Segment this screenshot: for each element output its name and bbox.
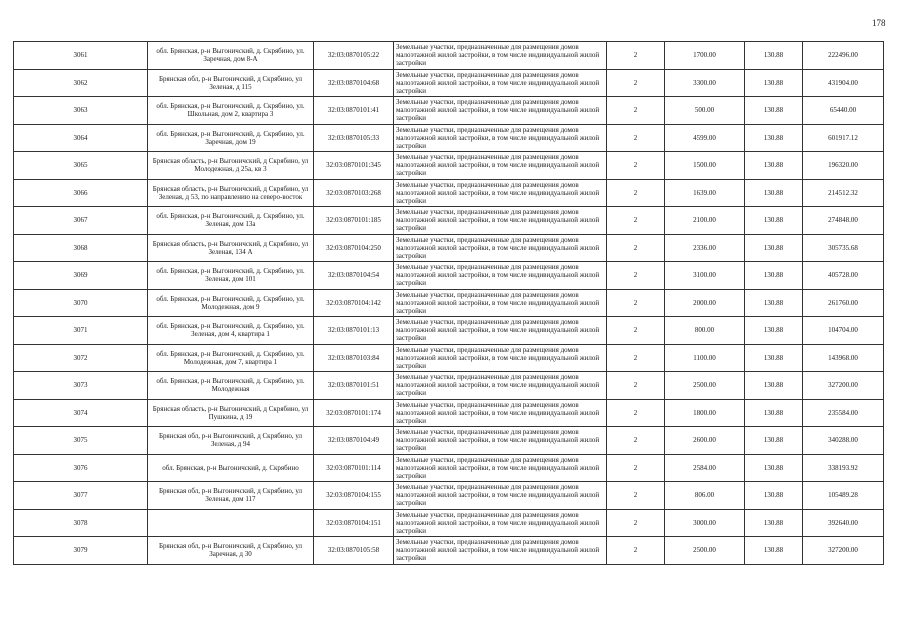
- group-cell: 2: [607, 69, 665, 97]
- specific-value-cell: 130.88: [745, 427, 803, 455]
- specific-value-cell: 130.88: [745, 372, 803, 400]
- area-cell: 1639.00: [665, 179, 745, 207]
- cadastral-number-cell: 32:03:0870105:22: [314, 42, 394, 70]
- permitted-use-cell: Земельные участки, предназначенные для размещения домов малоэтажной жилой застройки, в том числе индивидуальной жилой застройки: [394, 124, 607, 152]
- cadastral-value-cell: 601917.12: [803, 124, 884, 152]
- area-cell: 2584.00: [665, 454, 745, 482]
- cadastral-number-cell: 32:03:0870101:345: [314, 152, 394, 180]
- table-row: [14, 344, 884, 372]
- row-number-cell: 3066: [14, 179, 148, 207]
- address-cell: Брянская обл, р-н Выгоничский, д Скрябино, ул Зеленая, д 115: [148, 69, 314, 97]
- permitted-use-cell: Земельные участки, предназначенные для размещения домов малоэтажной жилой застройки, в том числе индивидуальной жилой застройки: [394, 42, 607, 70]
- permitted-use-cell: Земельные участки, предназначенные для размещения домов малоэтажной жилой застройки, в том числе индивидуальной жилой застройки: [394, 97, 607, 125]
- cadastral-number-cell: 32:03:0870101:41: [314, 97, 394, 125]
- group-cell: 2: [607, 509, 665, 537]
- table-row: [14, 317, 884, 345]
- permitted-use-cell: Земельные участки, предназначенные для размещения домов малоэтажной жилой застройки, в том числе индивидуальной жилой застройки: [394, 179, 607, 207]
- permitted-use-cell: Земельные участки, предназначенные для размещения домов малоэтажной жилой застройки, в том числе индивидуальной жилой застройки: [394, 317, 607, 345]
- address-cell: Брянская область, р-н Выгоничский, д Скрябино, ул Зеленая, д 53, по направлению на северо-восток: [148, 179, 314, 207]
- area-cell: 1700.00: [665, 42, 745, 70]
- row-number-cell: 3077: [14, 482, 148, 510]
- cadastral-number-cell: 32:03:0870105:33: [314, 124, 394, 152]
- group-cell: 2: [607, 399, 665, 427]
- cadastral-value-cell: 65440.00: [803, 97, 884, 125]
- area-cell: 1500.00: [665, 152, 745, 180]
- area-cell: 800.00: [665, 317, 745, 345]
- permitted-use-cell: Земельные участки, предназначенные для размещения домов малоэтажной жилой застройки, в том числе индивидуальной жилой застройки: [394, 69, 607, 97]
- group-cell: 2: [607, 344, 665, 372]
- cadastral-value-cell: 327200.00: [803, 372, 884, 400]
- table-row: [14, 262, 884, 290]
- cadastral-number-cell: 32:03:0870104:142: [314, 289, 394, 317]
- address-cell: обл. Брянская, р-н Выгоничский, д. Скрябино, ул. Зеленая, дом 101: [148, 262, 314, 290]
- specific-value-cell: 130.88: [745, 454, 803, 482]
- row-number-cell: 3070: [14, 289, 148, 317]
- table-row: [14, 152, 884, 180]
- specific-value-cell: 130.88: [745, 97, 803, 125]
- table-body: [14, 42, 884, 565]
- cadastral-number-cell: 32:03:0870104:155: [314, 482, 394, 510]
- permitted-use-cell: Земельные участки, предназначенные для размещения домов малоэтажной жилой застройки, в том числе индивидуальной жилой застройки: [394, 372, 607, 400]
- area-cell: 4599.00: [665, 124, 745, 152]
- cadastral-number-cell: 32:03:0870104:49: [314, 427, 394, 455]
- specific-value-cell: 130.88: [745, 344, 803, 372]
- permitted-use-cell: Земельные участки, предназначенные для размещения домов малоэтажной жилой застройки, в том числе индивидуальной жилой застройки: [394, 399, 607, 427]
- address-cell: обл. Брянская, р-н Выгоничский, д. Скрябино, ул. Молодежная, дом 7, квартира 1: [148, 344, 314, 372]
- group-cell: 2: [607, 42, 665, 70]
- group-cell: 2: [607, 289, 665, 317]
- area-cell: 806.00: [665, 482, 745, 510]
- table-row: [14, 482, 884, 510]
- cadastral-value-cell: 222496.00: [803, 42, 884, 70]
- permitted-use-cell: Земельные участки, предназначенные для размещения домов малоэтажной жилой застройки, в том числе индивидуальной жилой застройки: [394, 234, 607, 262]
- area-cell: 2336.00: [665, 234, 745, 262]
- permitted-use-cell: Земельные участки, предназначенные для размещения домов малоэтажной жилой застройки, в том числе индивидуальной жилой застройки: [394, 454, 607, 482]
- row-number-cell: 3073: [14, 372, 148, 400]
- cadastral-value-cell: 214512.32: [803, 179, 884, 207]
- address-cell: Брянская обл, р-н Выгоничский, д Скрябино, ул Заречная, д 30: [148, 537, 314, 565]
- area-cell: 500.00: [665, 97, 745, 125]
- table-row: [14, 207, 884, 235]
- cadastral-value-cell: 274848.00: [803, 207, 884, 235]
- table-row: [14, 69, 884, 97]
- area-cell: 2600.00: [665, 427, 745, 455]
- address-cell: обл. Брянская, р-н Выгоничский, д. Скрябино, ул. Зеленая, дом 4, квартира 1: [148, 317, 314, 345]
- specific-value-cell: 130.88: [745, 69, 803, 97]
- group-cell: 2: [607, 482, 665, 510]
- group-cell: 2: [607, 207, 665, 235]
- address-cell: Брянская область, р-н Выгоничский, д Скрябино, ул Зеленая, 134 А: [148, 234, 314, 262]
- specific-value-cell: 130.88: [745, 482, 803, 510]
- cadastral-number-cell: 32:03:0870105:58: [314, 537, 394, 565]
- area-cell: 2000.00: [665, 289, 745, 317]
- specific-value-cell: 130.88: [745, 262, 803, 290]
- address-cell: Брянская обл, р-н Выгоничский, д Скрябино, ул Зеленая, д 94: [148, 427, 314, 455]
- specific-value-cell: 130.88: [745, 207, 803, 235]
- address-cell: [148, 509, 314, 537]
- cadastral-number-cell: 32:03:0870103:268: [314, 179, 394, 207]
- table-row: [14, 42, 884, 70]
- specific-value-cell: 130.88: [745, 509, 803, 537]
- group-cell: 2: [607, 317, 665, 345]
- specific-value-cell: 130.88: [745, 289, 803, 317]
- permitted-use-cell: Земельные участки, предназначенные для размещения домов малоэтажной жилой застройки, в том числе индивидуальной жилой застройки: [394, 537, 607, 565]
- row-number-cell: 3069: [14, 262, 148, 290]
- group-cell: 2: [607, 262, 665, 290]
- cadastral-value-cell: 405728.00: [803, 262, 884, 290]
- cadastral-value-cell: 305735.68: [803, 234, 884, 262]
- row-number-cell: 3063: [14, 97, 148, 125]
- cadastral-number-cell: 32:03:0870104:68: [314, 69, 394, 97]
- cadastral-number-cell: 32:03:0870101:185: [314, 207, 394, 235]
- row-number-cell: 3072: [14, 344, 148, 372]
- permitted-use-cell: Земельные участки, предназначенные для размещения домов малоэтажной жилой застройки, в том числе индивидуальной жилой застройки: [394, 509, 607, 537]
- address-cell: обл. Брянская, р-н Выгоничский, д. Скрябино, ул. Школьная, дом 2, квартира 3: [148, 97, 314, 125]
- group-cell: 2: [607, 234, 665, 262]
- area-cell: 3100.00: [665, 262, 745, 290]
- cadastral-number-cell: 32:03:0870104:151: [314, 509, 394, 537]
- cadastral-value-cell: 431904.00: [803, 69, 884, 97]
- table-row: [14, 372, 884, 400]
- cadastral-value-cell: 261760.00: [803, 289, 884, 317]
- area-cell: 2100.00: [665, 207, 745, 235]
- cadastral-value-cell: 327200.00: [803, 537, 884, 565]
- row-number-cell: 3078: [14, 509, 148, 537]
- area-cell: 3300.00: [665, 69, 745, 97]
- group-cell: 2: [607, 372, 665, 400]
- permitted-use-cell: Земельные участки, предназначенные для размещения домов малоэтажной жилой застройки, в том числе индивидуальной жилой застройки: [394, 207, 607, 235]
- address-cell: обл. Брянская, р-н Выгоничский, д. Скрябино, ул. Молодежная: [148, 372, 314, 400]
- row-number-cell: 3068: [14, 234, 148, 262]
- address-cell: Брянская обл, р-н Выгоничский, д Скрябино, ул Зеленая, дом 117: [148, 482, 314, 510]
- table-row: [14, 509, 884, 537]
- area-cell: 1100.00: [665, 344, 745, 372]
- table-row: [14, 289, 884, 317]
- permitted-use-cell: Земельные участки, предназначенные для размещения домов малоэтажной жилой застройки, в том числе индивидуальной жилой застройки: [394, 289, 607, 317]
- cadastral-number-cell: 32:03:0870101:174: [314, 399, 394, 427]
- row-number-cell: 3062: [14, 69, 148, 97]
- cadastral-number-cell: 32:03:0870101:13: [314, 317, 394, 345]
- table-row: [14, 537, 884, 565]
- cadastral-value-cell: 143968.00: [803, 344, 884, 372]
- permitted-use-cell: Земельные участки, предназначенные для размещения домов малоэтажной жилой застройки, в том числе индивидуальной жилой застройки: [394, 262, 607, 290]
- row-number-cell: 3076: [14, 454, 148, 482]
- group-cell: 2: [607, 537, 665, 565]
- cadastral-value-cell: 340288.00: [803, 427, 884, 455]
- group-cell: 2: [607, 152, 665, 180]
- specific-value-cell: 130.88: [745, 399, 803, 427]
- row-number-cell: 3065: [14, 152, 148, 180]
- land-registry-table: [13, 41, 884, 565]
- cadastral-value-cell: 196320.00: [803, 152, 884, 180]
- group-cell: 2: [607, 97, 665, 125]
- group-cell: 2: [607, 179, 665, 207]
- row-number-cell: 3067: [14, 207, 148, 235]
- address-cell: обл. Брянская, р-н Выгоничский, д. Скрябино, ул. Заречная, дом 8-А: [148, 42, 314, 70]
- cadastral-number-cell: 32:03:0870101:51: [314, 372, 394, 400]
- row-number-cell: 3074: [14, 399, 148, 427]
- address-cell: обл. Брянская, р-н Выгоничский, д. Скрябино: [148, 454, 314, 482]
- permitted-use-cell: Земельные участки, предназначенные для размещения домов малоэтажной жилой застройки, в том числе индивидуальной жилой застройки: [394, 482, 607, 510]
- cadastral-value-cell: 338193.92: [803, 454, 884, 482]
- row-number-cell: 3071: [14, 317, 148, 345]
- area-cell: 1800.00: [665, 399, 745, 427]
- table-row: [14, 399, 884, 427]
- permitted-use-cell: Земельные участки, предназначенные для размещения домов малоэтажной жилой застройки, в том числе индивидуальной жилой застройки: [394, 427, 607, 455]
- specific-value-cell: 130.88: [745, 179, 803, 207]
- specific-value-cell: 130.88: [745, 152, 803, 180]
- specific-value-cell: 130.88: [745, 124, 803, 152]
- area-cell: 2500.00: [665, 537, 745, 565]
- cadastral-number-cell: 32:03:0870103:84: [314, 344, 394, 372]
- area-cell: 3000.00: [665, 509, 745, 537]
- address-cell: обл. Брянская, р-н Выгоничский, д. Скрябино, ул. Заречная, дом 19: [148, 124, 314, 152]
- row-number-cell: 3064: [14, 124, 148, 152]
- address-cell: обл. Брянская, р-н Выгоничский, д. Скрябино, ул. Зеленая, дом 13а: [148, 207, 314, 235]
- cadastral-number-cell: 32:03:0870101:114: [314, 454, 394, 482]
- table-row: [14, 454, 884, 482]
- table-row: [14, 234, 884, 262]
- row-number-cell: 3075: [14, 427, 148, 455]
- cadastral-value-cell: 105489.28: [803, 482, 884, 510]
- cadastral-value-cell: 392640.00: [803, 509, 884, 537]
- address-cell: Брянская область, р-н Выгоничский, д Скрябино, ул Пушкина, д 19: [148, 399, 314, 427]
- page-number: 178: [872, 18, 886, 28]
- specific-value-cell: 130.88: [745, 234, 803, 262]
- table-row: [14, 124, 884, 152]
- specific-value-cell: 130.88: [745, 42, 803, 70]
- group-cell: 2: [607, 427, 665, 455]
- permitted-use-cell: Земельные участки, предназначенные для размещения домов малоэтажной жилой застройки, в том числе индивидуальной жилой застройки: [394, 344, 607, 372]
- address-cell: Брянская область, р-н Выгоничский, д Скрябино, ул Молодежная, д 25а, кв 3: [148, 152, 314, 180]
- group-cell: 2: [607, 454, 665, 482]
- table-row: [14, 97, 884, 125]
- address-cell: обл. Брянская, р-н Выгоничский, д. Скрябино, ул. Молодежная, дом 9: [148, 289, 314, 317]
- cadastral-value-cell: 235584.00: [803, 399, 884, 427]
- table-row: [14, 427, 884, 455]
- specific-value-cell: 130.88: [745, 537, 803, 565]
- group-cell: 2: [607, 124, 665, 152]
- area-cell: 2500.00: [665, 372, 745, 400]
- permitted-use-cell: Земельные участки, предназначенные для размещения домов малоэтажной жилой застройки, в том числе индивидуальной жилой застройки: [394, 152, 607, 180]
- row-number-cell: 3061: [14, 42, 148, 70]
- cadastral-value-cell: 104704.00: [803, 317, 884, 345]
- cadastral-number-cell: 32:03:0870104:250: [314, 234, 394, 262]
- cadastral-number-cell: 32:03:0870104:54: [314, 262, 394, 290]
- row-number-cell: 3079: [14, 537, 148, 565]
- table-row: [14, 179, 884, 207]
- specific-value-cell: 130.88: [745, 317, 803, 345]
